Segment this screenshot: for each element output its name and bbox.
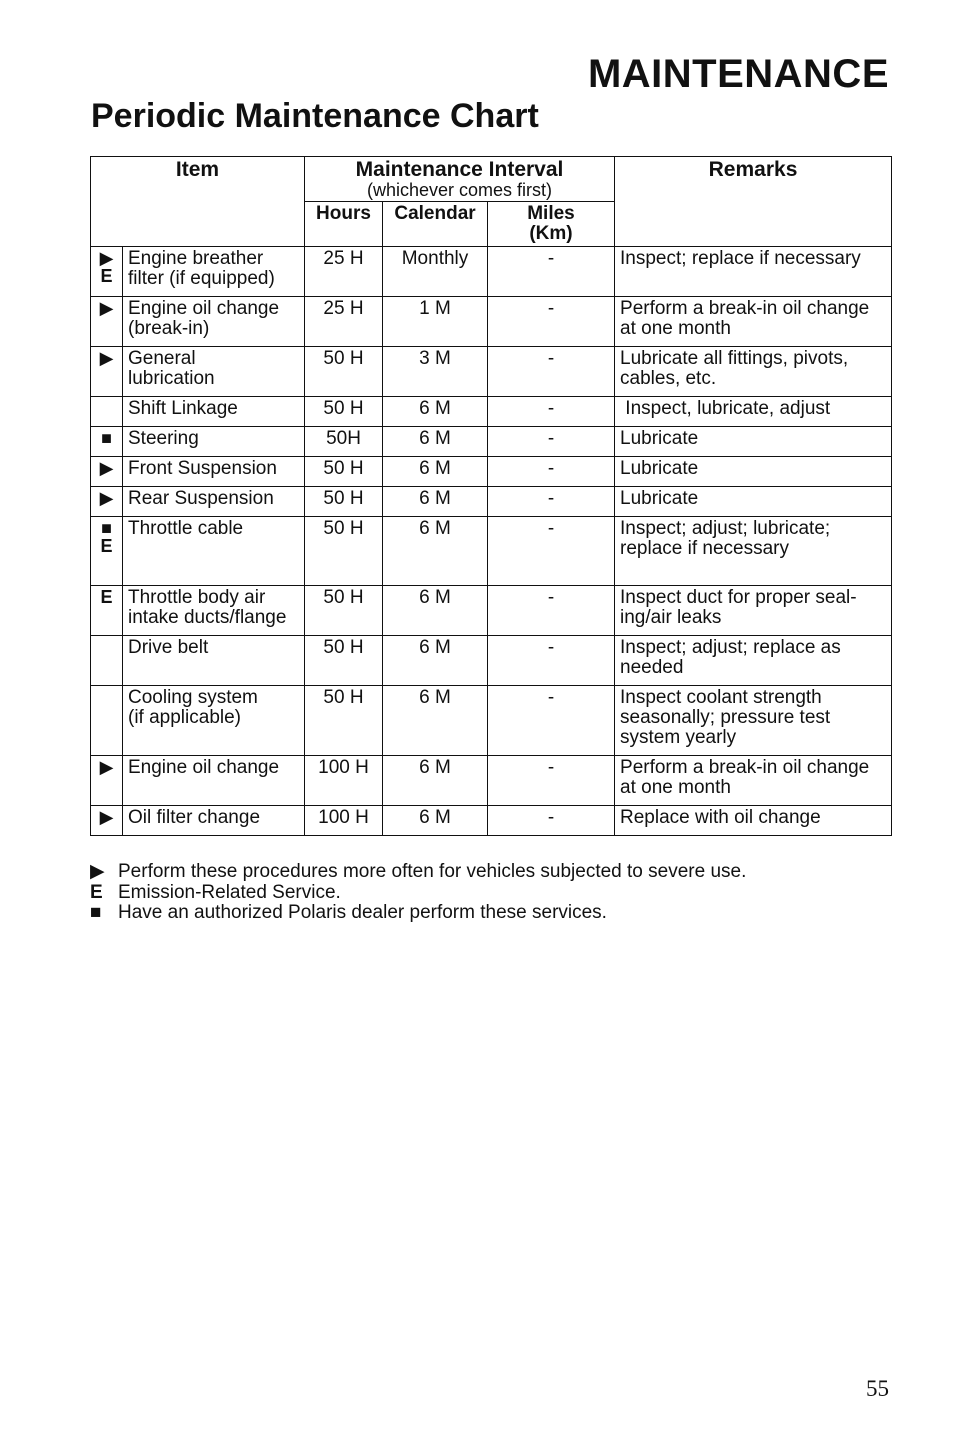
table-row: [91, 347, 892, 397]
row-miles: -: [488, 427, 615, 457]
row-remarks: [615, 636, 892, 686]
row-item-line: lubrication: [128, 368, 215, 389]
row-symbols: [91, 586, 123, 636]
row-remarks: [615, 247, 892, 297]
row-hours: 25 H: [305, 297, 383, 347]
row-item: [123, 297, 305, 347]
row-item-line: Engine oil change: [128, 757, 280, 778]
row-miles: -: [488, 397, 615, 427]
emission-symbol: E: [100, 587, 113, 607]
row-item: [123, 586, 305, 636]
legend-text: Perform these procedures more often for vehicles subjected to severe use.: [118, 861, 747, 882]
row-hours: 50 H: [305, 397, 383, 427]
legend-item: [90, 883, 746, 904]
row-calendar: 6 M: [383, 397, 488, 427]
table-row: [91, 517, 892, 586]
table-body: [91, 247, 892, 836]
header-interval-note: (whichever comes first): [366, 180, 553, 200]
severe-use-triangle-icon: ▶: [90, 861, 105, 882]
header-item: Item: [91, 157, 305, 247]
row-calendar: 6 M: [383, 686, 488, 756]
row-calendar: 1 M: [383, 297, 488, 347]
row-remarks: [615, 586, 892, 636]
row-item: [123, 517, 305, 586]
table-row: [91, 457, 892, 487]
row-miles: -: [488, 806, 615, 836]
row-item: [123, 247, 305, 297]
row-item-line: intake ducts/flange: [128, 607, 287, 628]
row-item-line: General: [128, 348, 196, 369]
row-item: [123, 636, 305, 686]
severe-use-triangle-icon: ▶: [99, 488, 114, 508]
header-miles-line1: Miles: [527, 203, 575, 224]
row-hours: 50 H: [305, 586, 383, 636]
row-remarks-line: ing/air leaks: [620, 607, 722, 628]
emission-symbol: E: [90, 881, 103, 903]
legend: [90, 862, 746, 924]
header-miles: [488, 202, 615, 247]
severe-use-triangle-icon: ▶: [99, 248, 114, 268]
table-row: [91, 806, 892, 836]
row-calendar: 6 M: [383, 806, 488, 836]
table-row: [91, 636, 892, 686]
row-miles: -: [488, 756, 615, 806]
row-remarks-line: Inspect; adjust; lubricate;: [620, 518, 831, 539]
row-remarks-line: system yearly: [620, 727, 737, 748]
header-interval-label: Maintenance Interval: [355, 158, 564, 181]
row-remarks-line: Lubricate: [620, 428, 699, 449]
legend-item: [90, 903, 746, 924]
row-remarks-line: at one month: [620, 318, 731, 339]
row-remarks: [615, 297, 892, 347]
row-remarks-line: Inspect coolant strength: [620, 687, 822, 708]
severe-use-triangle-icon: ▶: [99, 348, 114, 368]
row-item-line: filter (if equipped): [128, 268, 275, 289]
row-symbols: [91, 297, 123, 347]
row-symbols: [91, 517, 123, 586]
row-item-line: (break-in): [128, 318, 210, 339]
table-header-row: [91, 157, 892, 202]
row-symbols: [91, 487, 123, 517]
header-hours: Hours: [305, 202, 383, 247]
row-item-line: (if applicable): [128, 707, 241, 728]
row-remarks-line: Lubricate: [620, 458, 699, 479]
row-item-line: Front Suspension: [128, 458, 277, 479]
row-remarks: [615, 806, 892, 836]
page-title: Periodic Maintenance Chart: [91, 97, 539, 135]
row-remarks-line: seasonally; pressure test: [620, 707, 831, 728]
row-hours: 50 H: [305, 347, 383, 397]
table-row: [91, 586, 892, 636]
row-miles: -: [488, 636, 615, 686]
maintenance-chart-table: [90, 156, 892, 836]
page-number: 55: [866, 1376, 889, 1401]
row-hours: 50H: [305, 427, 383, 457]
row-item-line: Rear Suspension: [128, 488, 274, 509]
row-remarks-line: Inspect; replace if necessary: [620, 248, 861, 269]
row-symbols: [91, 806, 123, 836]
row-item-line: Oil filter change: [128, 807, 261, 828]
legend-item: [90, 862, 746, 883]
row-remarks-line: Inspect duct for proper seal-: [620, 587, 857, 608]
row-calendar: 6 M: [383, 517, 488, 586]
row-item: [123, 487, 305, 517]
header-calendar: Calendar: [383, 202, 488, 247]
row-remarks-line: Inspect, lubricate, adjust: [620, 398, 831, 419]
row-symbols: [91, 686, 123, 756]
row-remarks-line: Replace with oil change: [620, 807, 821, 828]
row-miles: -: [488, 686, 615, 756]
row-remarks: [615, 427, 892, 457]
severe-use-triangle-icon: ▶: [99, 298, 114, 318]
row-remarks-line: Inspect; adjust; replace as: [620, 637, 841, 658]
dealer-square-icon: ■: [101, 518, 112, 538]
row-item: [123, 686, 305, 756]
severe-use-triangle-icon: ▶: [99, 458, 114, 478]
row-remarks: [615, 686, 892, 756]
row-miles: -: [488, 517, 615, 586]
row-miles: -: [488, 457, 615, 487]
row-symbols: [91, 427, 123, 457]
row-item-line: Shift Linkage: [128, 398, 238, 419]
row-remarks-line: Lubricate all fittings, pivots,: [620, 348, 849, 369]
row-calendar: 6 M: [383, 427, 488, 457]
legend-text: Emission-Related Service.: [118, 881, 341, 903]
table-row: [91, 756, 892, 806]
row-item-line: Engine oil change: [128, 298, 280, 319]
row-remarks-line: at one month: [620, 777, 731, 798]
row-hours: 50 H: [305, 686, 383, 756]
table-row: [91, 686, 892, 756]
row-remarks: [615, 457, 892, 487]
row-remarks-line: Lubricate: [620, 488, 699, 509]
row-item: [123, 457, 305, 487]
row-miles: -: [488, 247, 615, 297]
row-item: [123, 347, 305, 397]
row-item-line: Throttle cable: [128, 518, 244, 539]
row-calendar: 6 M: [383, 636, 488, 686]
row-item: [123, 427, 305, 457]
severe-use-triangle-icon: ▶: [99, 757, 114, 777]
row-hours: 100 H: [305, 756, 383, 806]
row-item: [123, 806, 305, 836]
table-row: [91, 297, 892, 347]
row-calendar: 6 M: [383, 586, 488, 636]
row-symbols: [91, 347, 123, 397]
row-miles: -: [488, 586, 615, 636]
row-remarks: [615, 517, 892, 586]
row-symbols: [91, 457, 123, 487]
row-hours: 50 H: [305, 636, 383, 686]
row-calendar: 6 M: [383, 487, 488, 517]
row-remarks-line: needed: [620, 657, 684, 678]
row-remarks-line: replace if necessary: [620, 538, 789, 559]
row-miles: -: [488, 297, 615, 347]
row-remarks: [615, 756, 892, 806]
table-row: [91, 247, 892, 297]
dealer-square-icon: ■: [90, 902, 102, 923]
emission-symbol: E: [100, 536, 113, 556]
table-row: [91, 427, 892, 457]
section-title: MAINTENANCE: [587, 52, 889, 96]
row-item-line: Steering: [128, 428, 199, 449]
row-remarks: [615, 397, 892, 427]
row-calendar: 3 M: [383, 347, 488, 397]
row-remarks-line: Perform a break-in oil change: [620, 298, 870, 319]
header-miles-line2: (Km): [529, 223, 573, 244]
row-symbols: [91, 756, 123, 806]
severe-use-triangle-icon: ▶: [99, 807, 114, 827]
row-remarks: [615, 487, 892, 517]
row-calendar: 6 M: [383, 457, 488, 487]
row-calendar: 6 M: [383, 756, 488, 806]
row-remarks-line: cables, etc.: [620, 368, 717, 389]
header-maintenance-interval: [305, 157, 615, 202]
dealer-square-icon: ■: [101, 428, 112, 448]
row-miles: -: [488, 487, 615, 517]
row-symbols: [91, 397, 123, 427]
row-miles: -: [488, 347, 615, 397]
row-item: [123, 397, 305, 427]
table-row: [91, 487, 892, 517]
row-symbols: [91, 636, 123, 686]
row-hours: 100 H: [305, 806, 383, 836]
row-item: [123, 756, 305, 806]
row-hours: 50 H: [305, 487, 383, 517]
emission-symbol: E: [100, 266, 113, 286]
row-remarks-line: Perform a break-in oil change: [620, 757, 870, 778]
row-item-line: Engine breather: [128, 248, 264, 269]
table-row: [91, 397, 892, 427]
row-hours: 25 H: [305, 247, 383, 297]
row-symbols: [91, 247, 123, 297]
row-item-line: Drive belt: [128, 637, 209, 658]
row-calendar: Monthly: [383, 247, 488, 297]
row-item-line: Throttle body air: [128, 587, 266, 608]
row-item-line: Cooling system: [128, 687, 258, 708]
row-hours: 50 H: [305, 517, 383, 586]
row-remarks: [615, 347, 892, 397]
row-hours: 50 H: [305, 457, 383, 487]
legend-text: Have an authorized Polaris dealer perform these services.: [118, 902, 607, 923]
header-remarks: Remarks: [615, 157, 892, 247]
